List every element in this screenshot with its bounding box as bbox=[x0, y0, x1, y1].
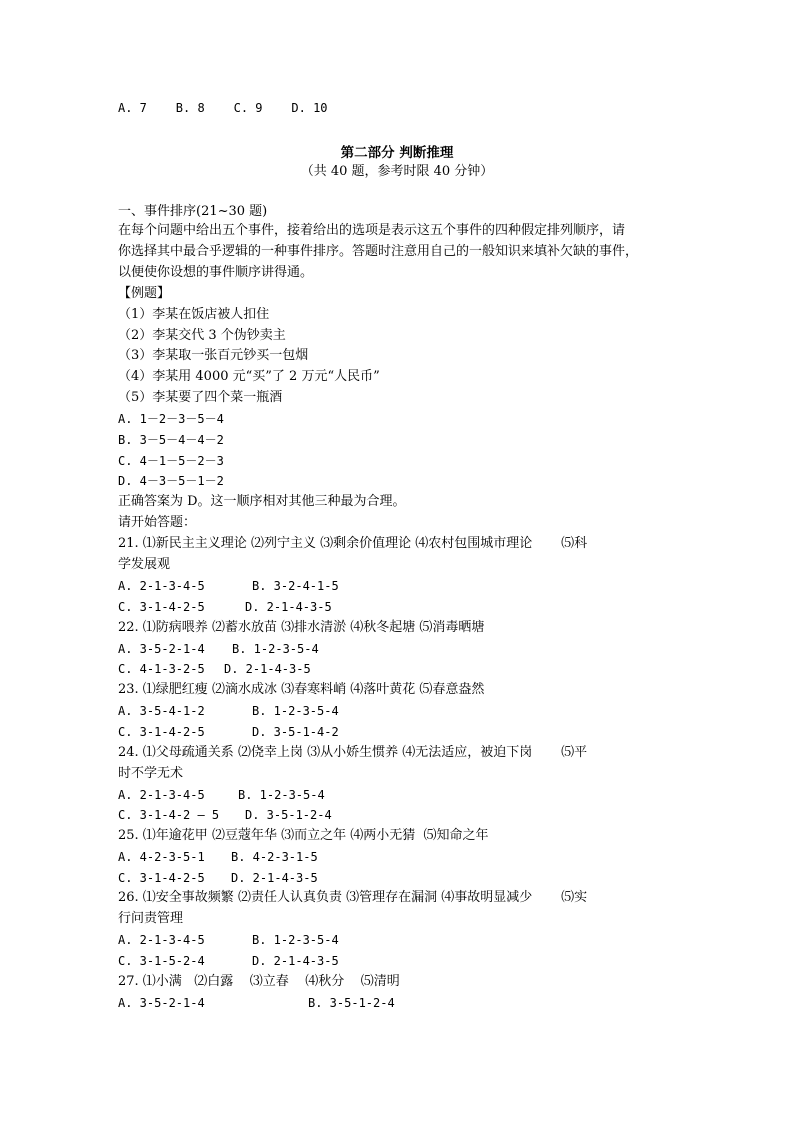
question-21-option-a: A. 2-1-3-4-5 bbox=[118, 579, 205, 593]
question-21-text: 21. ⑴新民主主义理论 ⑵列宁主义 ⑶剩余价值理论 ⑷农村包围城市理论 ⑸科 bbox=[118, 536, 588, 551]
question-24-option-b: B. 1-2-3-5-4 bbox=[238, 788, 325, 802]
instruction-line: 以便使你设想的事件顺序讲得通。 bbox=[118, 265, 314, 280]
example-event: （2）李某交代 3 个伪钞卖主 bbox=[118, 328, 286, 343]
question-26-text-cont: 行问责管理 bbox=[118, 911, 184, 926]
question-21-text-cont: 学发展观 bbox=[118, 557, 171, 572]
question-24-option-a: A. 2-1-3-4-5 bbox=[118, 788, 205, 802]
question-23-option-b: B. 1-2-3-5-4 bbox=[252, 704, 339, 718]
instruction-line: 你选择其中最合乎逻辑的一种事件排序。答题时注意用自己的一般知识来填补欠缺的事件， bbox=[118, 244, 639, 259]
question-21-option-b: B. 3-2-4-1-5 bbox=[252, 579, 339, 593]
example-option: C. 4－1－5－2－3 bbox=[118, 454, 224, 468]
example-option: A. 1－2－3－5－4 bbox=[118, 412, 224, 426]
question-26-text: 26. ⑴安全事故频繁 ⑵责任人认真负责 ⑶管理存在漏洞 ⑷事故明显减少 ⑸实 bbox=[118, 890, 588, 905]
question-22-option-d: D. 2-1-4-3-5 bbox=[224, 662, 311, 676]
question-21-option-c: C. 3-1-4-2-5 bbox=[118, 600, 205, 614]
question-27-option-b: B. 3-5-1-2-4 bbox=[308, 996, 395, 1010]
question-22-option-b: B. 1-2-3-5-4 bbox=[232, 642, 319, 656]
top-options: A. 7 B. 8 C. 9 D. 10 bbox=[118, 101, 328, 115]
question-24-option-d: D. 3-5-1-2-4 bbox=[245, 808, 332, 822]
section-subtitle: （共 40 题，参考时限 40 分钟） bbox=[300, 164, 494, 179]
question-25-option-b: B. 4-2-3-1-5 bbox=[231, 850, 318, 864]
question-23-text: 23. ⑴绿肥红瘦 ⑵滴水成冰 ⑶春寒料峭 ⑷落叶黄花 ⑸春意盎然 bbox=[118, 682, 485, 697]
question-23-option-c: C. 3-1-4-2-5 bbox=[118, 725, 205, 739]
example-option: B. 3－5－4－4－2 bbox=[118, 433, 224, 447]
question-26-option-d: D. 2-1-4-3-5 bbox=[252, 954, 339, 968]
example-event: （4）李某用 4000 元“买”了 2 万元“人民币” bbox=[118, 369, 380, 384]
question-26-option-a: A. 2-1-3-4-5 bbox=[118, 933, 205, 947]
question-25-option-d: D. 2-1-4-3-5 bbox=[231, 871, 318, 885]
example-event: （5）李某要了四个菜一瓶酒 bbox=[118, 390, 283, 405]
question-22-text: 22. ⑴防病喂养 ⑵蓄水放苗 ⑶排水清淤 ⑷秋冬起塘 ⑸消毒晒塘 bbox=[118, 620, 485, 635]
example-event: （1）李某在饭店被人扣住 bbox=[118, 307, 270, 322]
instruction-line: 在每个问题中给出五个事件，接着给出的选项是表示这五个事件的四种假定排列顺序，请 bbox=[118, 223, 626, 238]
question-26-option-b: B. 1-2-3-5-4 bbox=[252, 933, 339, 947]
section-title: 第二部分 判断推理 bbox=[340, 145, 454, 161]
example-event: （3）李某取一张百元钞买一包烟 bbox=[118, 348, 309, 363]
question-24-text-cont: 时不学无术 bbox=[118, 766, 184, 781]
question-23-option-a: A. 3-5-4-1-2 bbox=[118, 704, 205, 718]
part-heading: 一、事件排序(21~30 题) bbox=[118, 204, 268, 219]
question-23-option-d: D. 3-5-1-4-2 bbox=[252, 725, 339, 739]
question-27-text: 27. ⑴小满 ⑵白露 ⑶立春 ⑷秋分 ⑸清明 bbox=[118, 974, 400, 989]
example-answer: 正确答案为 D。这一顺序相对其他三种最为合理。 bbox=[118, 494, 406, 509]
question-22-option-a: A. 3-5-2-1-4 bbox=[118, 642, 205, 656]
question-21-option-d: D. 2-1-4-3-5 bbox=[245, 600, 332, 614]
question-22-option-c: C. 4-1-3-2-5 bbox=[118, 662, 205, 676]
question-24-text: 24. ⑴父母疏通关系 ⑵侥幸上岗 ⑶从小娇生惯养 ⑷无法适应，被迫下岗 ⑸平 bbox=[118, 745, 588, 760]
question-27-option-a: A. 3-5-2-1-4 bbox=[118, 996, 205, 1010]
example-label: 【例题】 bbox=[118, 286, 171, 301]
question-26-option-c: C. 3-1-5-2-4 bbox=[118, 954, 205, 968]
question-25-text: 25. ⑴年逾花甲 ⑵豆蔻年华 ⑶而立之年 ⑷两小无猜 ⑸知命之年 bbox=[118, 828, 489, 843]
question-25-option-c: C. 3-1-4-2-5 bbox=[118, 871, 205, 885]
example-option: D. 4－3－5－1－2 bbox=[118, 474, 224, 488]
start-label: 请开始答题： bbox=[118, 515, 197, 530]
question-24-option-c: C. 3-1-4-2 — 5 bbox=[118, 808, 220, 822]
question-25-option-a: A. 4-2-3-5-1 bbox=[118, 850, 205, 864]
